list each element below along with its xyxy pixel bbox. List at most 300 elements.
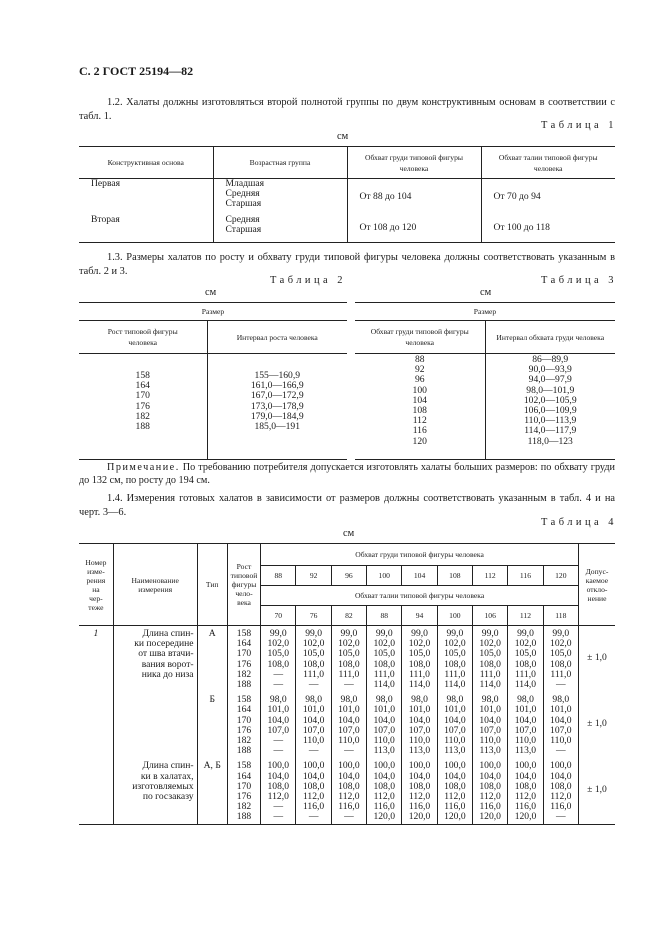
t4-value: 105,0: [338, 648, 360, 660]
t4-value: 108,0: [408, 780, 431, 792]
t4-value: 116,0: [479, 801, 501, 813]
t4-value: 110,0: [479, 735, 501, 747]
t3-range-value: 118,0—123: [527, 435, 573, 447]
t4-height-value: 176: [236, 658, 252, 670]
t4-value: 102,0: [408, 638, 431, 650]
t4-value: —: [308, 679, 319, 691]
t4-value-col: [261, 626, 296, 692]
t3-header-range: Интервал обхвата груди человека: [485, 321, 615, 354]
t1-row1-chest: От 88 до 104: [347, 179, 481, 215]
t4-value-col: [473, 757, 508, 824]
t4-meas-name-line: Длина спин-: [142, 760, 194, 772]
t4-value: 100,0: [550, 760, 572, 772]
t3-range-value: 102,0—105,9: [523, 394, 577, 406]
t2-range-value: 173,0—178,9: [250, 400, 304, 412]
t2-heights: [79, 354, 207, 460]
t4-value: 111,0: [373, 668, 395, 680]
t4-value: 99,0: [446, 628, 464, 639]
t4-value: 101,0: [479, 704, 501, 716]
t4-header-height: [227, 544, 260, 626]
t4-value: 108,0: [267, 658, 290, 670]
t4-value-col: [261, 757, 296, 824]
t4-value: 101,0: [373, 704, 396, 716]
t4-value-col: [402, 626, 437, 692]
t4-value: 105,0: [302, 648, 325, 660]
t4-heights: [227, 757, 260, 824]
t4-value: 108,0: [302, 658, 325, 670]
t4-value: —: [344, 679, 354, 691]
t2-ranges: [207, 354, 347, 460]
t4-value: 111,0: [479, 668, 501, 680]
t4-value: —: [308, 811, 319, 823]
t4-waist-col: 88: [367, 606, 402, 626]
t4-value: 99,0: [340, 628, 358, 639]
t2-header-range: Интервал роста человека: [207, 321, 347, 354]
t4-header-num: [79, 544, 113, 626]
t4-value: 104,0: [302, 714, 325, 726]
t2-group-header: Размер: [79, 303, 347, 321]
t4-height-value: 158: [236, 760, 252, 772]
t4-value: 105,0: [408, 648, 431, 660]
t1-row1-base: Первая: [79, 179, 213, 215]
t4-value: 114,0: [479, 679, 501, 691]
t4-value: 104,0: [373, 770, 396, 782]
t4-value: 99,0: [517, 628, 534, 639]
t4-chest-col: 92: [296, 566, 331, 586]
table-1-unit: см: [337, 131, 349, 142]
t4-meas-name-line: ки в халатах,: [140, 770, 194, 782]
table-2: [79, 302, 347, 460]
t4-header-tol-line: Допус-: [585, 566, 609, 576]
t4-value: 100,0: [338, 760, 360, 772]
t4-value: 111,0: [303, 668, 325, 680]
t1-age: Средняя: [225, 188, 260, 200]
t4-value: 105,0: [373, 648, 396, 660]
t4-value: —: [556, 811, 566, 823]
t2-height-value: 176: [135, 400, 150, 412]
t4-value: 104,0: [373, 714, 396, 726]
t4-value: 108,0: [550, 780, 572, 792]
t4-value: 100,0: [444, 760, 466, 772]
t4-value: 105,0: [514, 648, 537, 660]
t4-value: 100,0: [408, 760, 431, 772]
t4-meas-name-line: ки посередине: [134, 638, 194, 650]
t4-value: 116,0: [373, 801, 395, 813]
t4-meas-name-line: ника до низа: [141, 668, 194, 680]
t4-value: 116,0: [550, 801, 572, 813]
t4-meas-name-line: Длина спин-: [142, 628, 194, 639]
t3-chest-value: 96: [414, 374, 425, 386]
t4-height-value: 158: [236, 628, 252, 639]
t4-value: 111,0: [515, 668, 536, 680]
t4-value: 108,0: [338, 780, 360, 792]
t4-value-col: [296, 691, 331, 757]
t4-header-height-line: чело-: [235, 589, 253, 598]
t4-header-height-line: типовой: [230, 571, 258, 580]
t4-height-value: 170: [236, 648, 252, 660]
t4-group-row: [79, 691, 615, 757]
t4-value: 100,0: [267, 760, 290, 772]
t1-age: Старшая: [225, 223, 262, 235]
t4-value: 108,0: [373, 780, 396, 792]
t4-value: 101,0: [514, 704, 537, 716]
t4-header-num-line: чер-: [89, 593, 103, 603]
t4-height-value: 182: [236, 668, 252, 680]
t4-value: 98,0: [340, 694, 358, 706]
t4-value: 98,0: [517, 694, 534, 706]
t3-chest-value: 120: [412, 435, 427, 447]
t4-height-value: 188: [236, 811, 252, 823]
t4-value-col: [331, 626, 366, 692]
t4-chest-col: 104: [402, 566, 437, 586]
t4-height-value: 176: [236, 791, 252, 803]
t4-type: Б: [197, 691, 227, 757]
t4-height-value: 182: [236, 735, 252, 747]
t3-chest-value: 100: [412, 384, 427, 396]
t4-waist-col: 112: [508, 606, 543, 626]
t4-header-tol-line: нение: [587, 593, 607, 603]
t4-value: 101,0: [338, 704, 360, 716]
t4-value: 112,0: [550, 791, 572, 803]
t4-value: 114,0: [514, 679, 537, 691]
t4-value-col: [296, 757, 331, 824]
t4-value: 98,0: [481, 694, 499, 706]
t4-value: 112,0: [338, 791, 360, 803]
t4-value-col: [543, 757, 578, 824]
table-3-caption: Таблица 3: [541, 275, 617, 286]
t4-value: 112,0: [479, 791, 501, 803]
t4-group-row: [79, 757, 615, 824]
t4-meas-name-line: изготовляемых: [132, 780, 194, 792]
t4-value-col: [331, 757, 366, 824]
t4-meas-name: [113, 691, 197, 757]
t4-waist-col: 70: [261, 606, 296, 626]
t4-value: 101,0: [302, 704, 325, 716]
t4-heights: [227, 626, 260, 692]
t4-value: 108,0: [550, 658, 572, 670]
t2-height-value: 182: [135, 410, 150, 422]
t4-value: 102,0: [338, 638, 360, 650]
t4-value: 113,0: [514, 745, 537, 757]
table-4-caption: Таблица 4: [541, 517, 617, 528]
t3-chest-value: 88: [414, 354, 425, 365]
paragraph-1-4: 1.4. Измерения готовых халатов в зависимости от размеров должны соответствовать указанным в табл. 4 и на черт. 3—6.: [79, 493, 615, 518]
t4-value: 111,0: [409, 668, 430, 680]
t4-value: 110,0: [444, 735, 466, 747]
t4-waist-col: 118: [543, 606, 578, 626]
table-1: [79, 146, 615, 243]
t4-header-tol-line: откло-: [586, 584, 608, 594]
t3-header-chest: Обхват груди типовой фигуры человека: [355, 321, 485, 354]
t4-height-value: 176: [236, 724, 252, 736]
t4-header-num-line: теже: [88, 602, 104, 612]
t4-value: 101,0: [550, 704, 572, 716]
t4-header-chest-group: Обхват груди типовой фигуры человека: [261, 544, 579, 566]
t3-group-header: Размер: [355, 303, 615, 321]
t4-value: 120,0: [514, 811, 537, 823]
t4-value-col: [367, 626, 402, 692]
t3-chest-value: 112: [412, 415, 427, 427]
t4-value: 107,0: [338, 724, 360, 736]
t4-value-col: [473, 691, 508, 757]
t2-range-value: 155—160,9: [254, 370, 301, 381]
t4-tolerance: ± 1,0: [579, 757, 616, 824]
t4-value: 108,0: [373, 658, 396, 670]
t4-value: 110,0: [408, 735, 431, 747]
t4-waist-col: 82: [331, 606, 366, 626]
t4-value: 120,0: [444, 811, 466, 823]
note-label: Примечание.: [107, 462, 180, 473]
t4-value: 112,0: [408, 791, 431, 803]
t4-tolerance: ± 1,0: [587, 717, 607, 729]
t4-value: 116,0: [408, 801, 431, 813]
t2-height-value: 158: [135, 370, 150, 381]
t4-value: 98,0: [552, 694, 570, 706]
t4-value: 108,0: [444, 780, 466, 792]
t4-value: 114,0: [373, 679, 395, 691]
t4-value: 101,0: [408, 704, 431, 716]
t4-value: 105,0: [267, 648, 290, 660]
t4-value: 104,0: [514, 714, 537, 726]
t4-value-col: [508, 626, 543, 692]
t4-value: 110,0: [514, 735, 537, 747]
t4-value: —: [273, 811, 284, 823]
note: [79, 461, 615, 487]
t4-value: —: [273, 801, 284, 813]
t4-waist-col: 100: [437, 606, 472, 626]
t4-value-col: [261, 691, 296, 757]
t4-value: 112,0: [267, 791, 289, 803]
t4-value: 112,0: [302, 791, 325, 803]
t4-value: 116,0: [444, 801, 466, 813]
paragraph-1-2: 1.2. Халаты должны изготовляться второй полнотой группы по двум конструктивным основам в соответствии с табл. 1.: [79, 97, 615, 122]
t4-height-value: 164: [236, 704, 252, 716]
t4-value: 100,0: [514, 760, 537, 772]
t4-value: —: [556, 745, 566, 757]
t4-chest-col: 116: [508, 566, 543, 586]
t4-value: 99,0: [481, 628, 499, 639]
t4-value: 113,0: [479, 745, 501, 757]
t4-heights: [227, 691, 260, 757]
t4-value: 114,0: [444, 679, 466, 691]
t4-height-value: 188: [236, 745, 252, 757]
t4-value-col: [367, 757, 402, 824]
t4-value: —: [273, 745, 284, 757]
t3-range-value: 98,0—101,9: [526, 384, 575, 396]
t4-value: 101,0: [444, 704, 466, 716]
t4-value: 102,0: [302, 638, 325, 650]
t4-value-col: [543, 691, 578, 757]
t3-chest-value: 104: [412, 394, 427, 406]
t4-value: 100,0: [479, 760, 501, 772]
t4-value: 108,0: [302, 780, 325, 792]
t4-value: 99,0: [269, 628, 287, 639]
t4-header-type: Тип: [197, 544, 227, 626]
t4-value: 107,0: [373, 724, 396, 736]
t4-type: А: [197, 626, 227, 692]
t4-meas-name: [113, 757, 197, 824]
t4-value: 98,0: [305, 694, 322, 706]
t4-header-waist-group: Обхват талии типовой фигуры человека: [261, 586, 579, 606]
t4-value: 114,0: [408, 679, 431, 691]
t3-chest-value: 92: [414, 364, 425, 376]
t4-value: 107,0: [550, 724, 572, 736]
t2-range-value: 185,0—191: [254, 421, 301, 433]
t3-range-value: 90,0—93,9: [528, 364, 572, 376]
t4-meas-name-line: по госзаказу: [142, 791, 194, 803]
t4-header-tolerance: [579, 544, 616, 626]
table-1-caption: Таблица 1: [541, 120, 617, 131]
t4-value: 120,0: [408, 811, 431, 823]
t4-value: 102,0: [373, 638, 396, 650]
table-2-caption: Таблица 2: [270, 275, 346, 286]
table-4-unit: см: [343, 528, 355, 539]
t4-value-col: [437, 691, 472, 757]
t4-value: 105,0: [550, 648, 572, 660]
t4-value: 110,0: [373, 735, 395, 747]
t4-meas-num: 1: [79, 626, 113, 692]
t4-chest-col: 88: [261, 566, 296, 586]
t1-age: Средняя: [225, 213, 260, 225]
t4-value: —: [273, 679, 284, 691]
t4-chest-col: 108: [437, 566, 472, 586]
t4-value: 104,0: [267, 714, 290, 726]
t4-value: 104,0: [479, 770, 501, 782]
table-3-unit: см: [480, 287, 492, 298]
paragraph-1-3: 1.3. Размеры халатов по росту и обхвату груди типовой фигуры человека должны соответствовать указанным в табл. 2 и 3.: [79, 252, 615, 277]
t1-row2-base: Вторая: [79, 215, 213, 243]
table-3: [355, 302, 615, 460]
t4-value: 107,0: [408, 724, 431, 736]
t4-value: 98,0: [375, 694, 393, 706]
t3-range-value: 86—89,9: [532, 354, 569, 365]
t1-header-chest: Обхват груди типовой фигуры человека: [347, 147, 481, 179]
t4-chest-col: 100: [367, 566, 402, 586]
t4-value: 108,0: [514, 780, 537, 792]
t1-header-age: Возрастная группа: [213, 147, 347, 179]
t4-value: 107,0: [302, 724, 325, 736]
t4-value: 120,0: [479, 811, 501, 823]
t4-meas-name: [113, 626, 197, 692]
t4-type: А, Б: [197, 757, 227, 824]
t4-waist-col: 106: [473, 606, 508, 626]
t4-value: 116,0: [514, 801, 537, 813]
t4-value: 102,0: [479, 638, 501, 650]
t2-height-value: 170: [135, 390, 150, 402]
t4-value: —: [344, 811, 354, 823]
t4-value: 108,0: [338, 658, 360, 670]
t1-row2-ages: [213, 215, 347, 243]
t1-age: Старшая: [225, 198, 262, 210]
t4-value: 101,0: [267, 704, 290, 716]
t4-header-num-line: на: [92, 584, 100, 594]
t4-value: 104,0: [338, 714, 360, 726]
t4-value: 104,0: [408, 770, 431, 782]
t4-value: 102,0: [514, 638, 537, 650]
t4-value: 104,0: [338, 770, 360, 782]
t4-value: 108,0: [444, 658, 466, 670]
t4-value: —: [273, 735, 284, 747]
t4-value: 113,0: [408, 745, 431, 757]
t4-value-col: [473, 626, 508, 692]
t4-value: 113,0: [373, 745, 395, 757]
t4-value: 99,0: [375, 628, 393, 639]
t4-value: 104,0: [479, 714, 501, 726]
t4-value: 108,0: [479, 780, 501, 792]
t4-value: —: [273, 668, 284, 680]
t4-header-height-line: века: [237, 598, 251, 607]
t4-value: 105,0: [444, 648, 466, 660]
t4-height-value: 170: [236, 714, 252, 726]
t4-chest-col: 120: [543, 566, 578, 586]
t4-header-tol-line: каемое: [585, 575, 609, 585]
t3-range-value: 110,0—113,9: [524, 415, 577, 427]
t4-value: —: [308, 745, 319, 757]
t4-header-num-line: Номер: [85, 557, 107, 567]
t2-height-value: 188: [135, 421, 150, 433]
t4-value: 104,0: [550, 770, 572, 782]
t4-value: 112,0: [373, 791, 395, 803]
t4-value: 108,0: [408, 658, 431, 670]
t3-chest-value: 116: [412, 425, 427, 437]
t3-range-value: 114,0—117,9: [524, 425, 577, 437]
t4-group-row: [79, 626, 615, 692]
t4-value: 98,0: [269, 694, 287, 706]
t4-header-num-line: рения: [86, 575, 106, 585]
t4-chest-col: 96: [331, 566, 366, 586]
table-2-unit: см: [205, 287, 217, 298]
t4-value: 102,0: [550, 638, 572, 650]
t4-value: 99,0: [552, 628, 570, 639]
t3-range-value: 94,0—97,9: [528, 374, 572, 386]
t4-value: —: [344, 745, 354, 757]
t1-row2-waist: От 100 до 118: [481, 215, 615, 243]
t4-value: 108,0: [267, 780, 290, 792]
t2-range-value: 161,0—166,9: [250, 380, 304, 392]
t4-value-col: [296, 626, 331, 692]
t4-chest-col: 112: [473, 566, 508, 586]
t4-value: 116,0: [338, 801, 360, 813]
t4-meas-name-line: вания ворот-: [141, 658, 194, 670]
t4-value: 104,0: [444, 714, 466, 726]
t2-range-value: 167,0—172,9: [250, 390, 304, 402]
t4-value: 102,0: [444, 638, 466, 650]
note-text: По требованию потребителя допускается изготовлять халаты больших размеров: по обхвату груди до 132 см, по росту до 194 см.: [79, 462, 615, 486]
t4-value: 104,0: [550, 714, 572, 726]
t3-chests: [355, 354, 485, 460]
t4-value: 113,0: [444, 745, 466, 757]
t4-value: —: [556, 679, 566, 691]
t4-value-col: [402, 757, 437, 824]
t3-range-value: 106,0—109,9: [523, 405, 577, 417]
t2-header-height: Рост типовой фигуры человека: [79, 321, 207, 354]
t4-value: 104,0: [267, 770, 290, 782]
t4-height-value: 182: [236, 801, 252, 813]
t4-waist-col: 94: [402, 606, 437, 626]
t4-value: 112,0: [444, 791, 466, 803]
t4-body: [79, 626, 615, 825]
t4-value: 111,0: [444, 668, 466, 680]
t4-value: 104,0: [444, 770, 466, 782]
t4-header-name: [113, 544, 197, 626]
t4-value: 98,0: [446, 694, 464, 706]
t4-value: 110,0: [302, 735, 325, 747]
t4-height-value: 170: [236, 780, 252, 792]
t4-value: 99,0: [305, 628, 322, 639]
t4-value-col: [543, 626, 578, 692]
t4-value: 110,0: [550, 735, 572, 747]
t4-header-height-line: Рост: [236, 562, 252, 571]
